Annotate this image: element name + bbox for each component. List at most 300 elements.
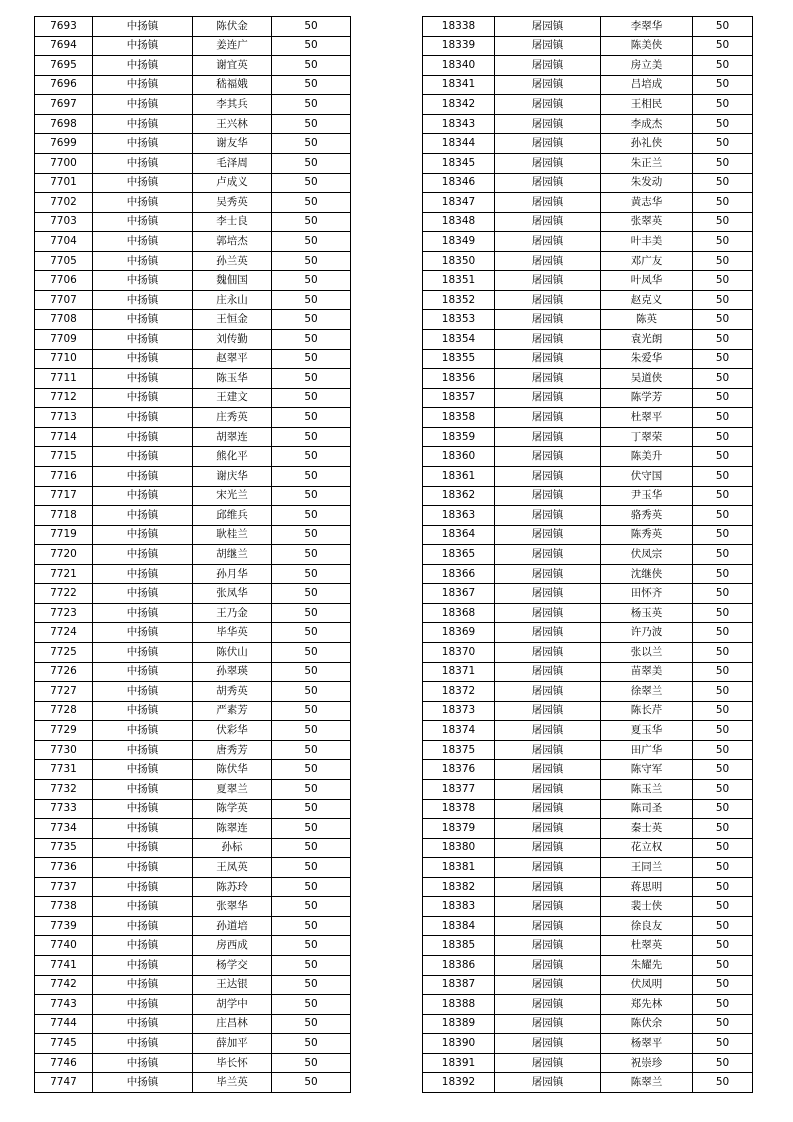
amount-cell: 50 <box>693 1014 753 1034</box>
person-name-cell: 胡学中 <box>193 995 272 1015</box>
person-name-cell: 庄秀英 <box>193 408 272 428</box>
amount-cell: 50 <box>272 662 351 682</box>
person-name-cell: 陈学芳 <box>601 388 693 408</box>
table-row <box>423 760 753 780</box>
amount-cell: 50 <box>272 564 351 584</box>
person-name-cell: 郑先林 <box>601 995 693 1015</box>
town-cell: 屠园镇 <box>495 721 601 741</box>
row-number-cell: 7693 <box>35 17 93 37</box>
person-name-cell: 唐秀芳 <box>193 740 272 760</box>
person-name-cell: 袁光朗 <box>601 330 693 350</box>
table-row <box>35 1014 351 1034</box>
amount-cell: 50 <box>693 858 753 878</box>
row-number-cell: 7723 <box>35 603 93 623</box>
town-cell: 屠园镇 <box>495 56 601 76</box>
town-cell: 中扬镇 <box>93 466 193 486</box>
row-number-cell: 7704 <box>35 232 93 252</box>
table-row <box>35 75 351 95</box>
town-cell: 屠园镇 <box>495 643 601 663</box>
town-cell: 屠园镇 <box>495 388 601 408</box>
town-cell: 屠园镇 <box>495 271 601 291</box>
person-name-cell: 胡继兰 <box>193 545 272 565</box>
table-row <box>35 17 351 37</box>
town-cell: 屠园镇 <box>495 173 601 193</box>
person-name-cell: 夏玉华 <box>601 721 693 741</box>
table-row <box>35 114 351 134</box>
amount-cell: 50 <box>693 310 753 330</box>
amount-cell: 50 <box>272 17 351 37</box>
person-name-cell: 毕长怀 <box>193 1053 272 1073</box>
town-cell: 屠园镇 <box>495 525 601 545</box>
row-number-cell: 7711 <box>35 369 93 389</box>
person-name-cell: 孙标 <box>193 838 272 858</box>
town-cell: 屠园镇 <box>495 36 601 56</box>
amount-cell: 50 <box>272 701 351 721</box>
table-row <box>35 779 351 799</box>
table-row <box>423 232 753 252</box>
row-number-cell: 18362 <box>423 486 495 506</box>
row-number-cell: 7699 <box>35 134 93 154</box>
row-number-cell: 7700 <box>35 153 93 173</box>
row-number-cell: 18381 <box>423 858 495 878</box>
table-row <box>423 799 753 819</box>
row-number-cell: 18368 <box>423 603 495 623</box>
row-number-cell: 7720 <box>35 545 93 565</box>
row-number-cell: 18361 <box>423 466 495 486</box>
amount-cell: 50 <box>272 388 351 408</box>
amount-cell: 50 <box>693 95 753 115</box>
row-number-cell: 7694 <box>35 36 93 56</box>
person-name-cell: 赵克义 <box>601 290 693 310</box>
table-row <box>423 212 753 232</box>
table-row <box>423 779 753 799</box>
town-cell: 屠园镇 <box>495 232 601 252</box>
amount-cell: 50 <box>693 388 753 408</box>
row-number-cell: 7740 <box>35 936 93 956</box>
table-row <box>35 153 351 173</box>
row-number-cell: 7722 <box>35 584 93 604</box>
table-row <box>423 701 753 721</box>
amount-cell: 50 <box>272 369 351 389</box>
town-cell: 中扬镇 <box>93 56 193 76</box>
amount-cell: 50 <box>272 897 351 917</box>
amount-cell: 50 <box>272 447 351 467</box>
table-row <box>423 369 753 389</box>
row-number-cell: 18345 <box>423 153 495 173</box>
town-cell: 中扬镇 <box>93 75 193 95</box>
row-number-cell: 18355 <box>423 349 495 369</box>
person-name-cell: 杨玉英 <box>601 603 693 623</box>
person-name-cell: 李成杰 <box>601 114 693 134</box>
town-cell: 中扬镇 <box>93 525 193 545</box>
amount-cell: 50 <box>272 95 351 115</box>
town-cell: 屠园镇 <box>495 193 601 213</box>
row-number-cell: 18363 <box>423 506 495 526</box>
row-number-cell: 18374 <box>423 721 495 741</box>
row-number-cell: 7731 <box>35 760 93 780</box>
table-row <box>35 740 351 760</box>
town-cell: 屠园镇 <box>495 662 601 682</box>
row-number-cell: 18379 <box>423 819 495 839</box>
amount-cell: 50 <box>272 114 351 134</box>
table-row <box>35 486 351 506</box>
town-cell: 屠园镇 <box>495 916 601 936</box>
table-row <box>423 17 753 37</box>
person-name-cell: 张以兰 <box>601 643 693 663</box>
table-row <box>423 193 753 213</box>
person-name-cell: 宋光兰 <box>193 486 272 506</box>
table-row <box>35 701 351 721</box>
row-number-cell: 18342 <box>423 95 495 115</box>
amount-cell: 50 <box>272 1034 351 1054</box>
amount-cell: 50 <box>272 330 351 350</box>
person-name-cell: 伏凤宗 <box>601 545 693 565</box>
amount-cell: 50 <box>693 251 753 271</box>
amount-cell: 50 <box>272 75 351 95</box>
person-name-cell: 孙礼侠 <box>601 134 693 154</box>
town-cell: 中扬镇 <box>93 1053 193 1073</box>
person-name-cell: 嵇福娥 <box>193 75 272 95</box>
town-cell: 中扬镇 <box>93 427 193 447</box>
row-number-cell: 7732 <box>35 779 93 799</box>
town-cell: 屠园镇 <box>495 584 601 604</box>
amount-cell: 50 <box>272 134 351 154</box>
amount-cell: 50 <box>693 17 753 37</box>
row-number-cell: 18340 <box>423 56 495 76</box>
town-cell: 屠园镇 <box>495 75 601 95</box>
amount-cell: 50 <box>693 721 753 741</box>
person-name-cell: 朱正兰 <box>601 153 693 173</box>
person-name-cell: 谢庆华 <box>193 466 272 486</box>
table-row <box>35 721 351 741</box>
table-row <box>423 838 753 858</box>
person-name-cell: 伏守国 <box>601 466 693 486</box>
amount-cell: 50 <box>693 975 753 995</box>
row-number-cell: 18377 <box>423 779 495 799</box>
table-row <box>423 525 753 545</box>
table-row <box>423 623 753 643</box>
row-number-cell: 18370 <box>423 643 495 663</box>
town-cell: 中扬镇 <box>93 193 193 213</box>
town-cell: 中扬镇 <box>93 330 193 350</box>
table-row <box>35 251 351 271</box>
table-row <box>35 858 351 878</box>
amount-cell: 50 <box>272 427 351 447</box>
town-cell: 中扬镇 <box>93 956 193 976</box>
amount-cell: 50 <box>272 760 351 780</box>
amount-cell: 50 <box>272 466 351 486</box>
person-name-cell: 王相民 <box>601 95 693 115</box>
person-name-cell: 房立美 <box>601 56 693 76</box>
amount-cell: 50 <box>272 916 351 936</box>
table-row <box>35 388 351 408</box>
row-number-cell: 7725 <box>35 643 93 663</box>
row-number-cell: 7710 <box>35 349 93 369</box>
row-number-cell: 18389 <box>423 1014 495 1034</box>
table-row <box>423 662 753 682</box>
table-row <box>35 916 351 936</box>
row-number-cell: 7712 <box>35 388 93 408</box>
row-number-cell: 7719 <box>35 525 93 545</box>
town-cell: 中扬镇 <box>93 760 193 780</box>
town-cell: 屠园镇 <box>495 936 601 956</box>
table-row <box>423 995 753 1015</box>
town-cell: 屠园镇 <box>495 682 601 702</box>
town-cell: 中扬镇 <box>93 564 193 584</box>
person-name-cell: 裴士侠 <box>601 897 693 917</box>
amount-cell: 50 <box>272 721 351 741</box>
town-cell: 屠园镇 <box>495 153 601 173</box>
person-name-cell: 吴秀英 <box>193 193 272 213</box>
table-row <box>423 643 753 663</box>
table-row <box>35 271 351 291</box>
amount-cell: 50 <box>272 643 351 663</box>
table-row <box>423 349 753 369</box>
amount-cell: 50 <box>272 623 351 643</box>
town-cell: 中扬镇 <box>93 114 193 134</box>
row-number-cell: 7705 <box>35 251 93 271</box>
row-number-cell: 18356 <box>423 369 495 389</box>
row-number-cell: 18367 <box>423 584 495 604</box>
table-row <box>423 506 753 526</box>
row-number-cell: 18364 <box>423 525 495 545</box>
amount-cell: 50 <box>272 193 351 213</box>
amount-cell: 50 <box>693 936 753 956</box>
town-cell: 屠园镇 <box>495 897 601 917</box>
row-number-cell: 18382 <box>423 877 495 897</box>
amount-cell: 50 <box>693 623 753 643</box>
person-name-cell: 杜翠平 <box>601 408 693 428</box>
person-name-cell: 陈美侠 <box>601 36 693 56</box>
row-number-cell: 18354 <box>423 330 495 350</box>
table-row <box>35 56 351 76</box>
table-row <box>35 232 351 252</box>
town-cell: 中扬镇 <box>93 779 193 799</box>
town-cell: 中扬镇 <box>93 506 193 526</box>
person-name-cell: 谢友华 <box>193 134 272 154</box>
amount-cell: 50 <box>693 506 753 526</box>
row-number-cell: 7728 <box>35 701 93 721</box>
town-cell: 中扬镇 <box>93 290 193 310</box>
town-cell: 中扬镇 <box>93 153 193 173</box>
amount-cell: 50 <box>693 662 753 682</box>
town-cell: 中扬镇 <box>93 95 193 115</box>
table-row <box>35 897 351 917</box>
town-cell: 中扬镇 <box>93 975 193 995</box>
row-number-cell: 18341 <box>423 75 495 95</box>
town-cell: 屠园镇 <box>495 623 601 643</box>
town-cell: 屠园镇 <box>495 408 601 428</box>
town-cell: 中扬镇 <box>93 721 193 741</box>
row-number-cell: 18343 <box>423 114 495 134</box>
person-name-cell: 李翠华 <box>601 17 693 37</box>
town-cell: 屠园镇 <box>495 17 601 37</box>
person-name-cell: 陈玉华 <box>193 369 272 389</box>
right-roster-table <box>422 16 753 1093</box>
person-name-cell: 王兴林 <box>193 114 272 134</box>
table-row <box>35 36 351 56</box>
table-row <box>423 858 753 878</box>
person-name-cell: 李其兵 <box>193 95 272 115</box>
row-number-cell: 18390 <box>423 1034 495 1054</box>
row-number-cell: 18375 <box>423 740 495 760</box>
table-row <box>35 936 351 956</box>
row-number-cell: 18344 <box>423 134 495 154</box>
person-name-cell: 陈伏山 <box>193 643 272 663</box>
row-number-cell: 18369 <box>423 623 495 643</box>
town-cell: 屠园镇 <box>495 1073 601 1093</box>
table-row <box>35 1073 351 1093</box>
table-row <box>35 408 351 428</box>
town-cell: 中扬镇 <box>93 408 193 428</box>
row-number-cell: 7742 <box>35 975 93 995</box>
row-number-cell: 7707 <box>35 290 93 310</box>
town-cell: 中扬镇 <box>93 369 193 389</box>
amount-cell: 50 <box>693 897 753 917</box>
town-cell: 屠园镇 <box>495 427 601 447</box>
person-name-cell: 魏佃国 <box>193 271 272 291</box>
table-row <box>35 310 351 330</box>
table-row <box>35 290 351 310</box>
row-number-cell: 7743 <box>35 995 93 1015</box>
row-number-cell: 7745 <box>35 1034 93 1054</box>
amount-cell: 50 <box>693 369 753 389</box>
table-row <box>423 564 753 584</box>
table-row <box>423 95 753 115</box>
table-row <box>423 956 753 976</box>
row-number-cell: 7721 <box>35 564 93 584</box>
row-number-cell: 18385 <box>423 936 495 956</box>
row-number-cell: 7739 <box>35 916 93 936</box>
person-name-cell: 毕华英 <box>193 623 272 643</box>
table-row <box>35 682 351 702</box>
person-name-cell: 伏彩华 <box>193 721 272 741</box>
row-number-cell: 7697 <box>35 95 93 115</box>
town-cell: 屠园镇 <box>495 838 601 858</box>
amount-cell: 50 <box>693 779 753 799</box>
table-row <box>423 603 753 623</box>
amount-cell: 50 <box>272 251 351 271</box>
town-cell: 中扬镇 <box>93 17 193 37</box>
person-name-cell: 邓广友 <box>601 251 693 271</box>
table-row <box>423 975 753 995</box>
town-cell: 中扬镇 <box>93 799 193 819</box>
table-row <box>35 564 351 584</box>
amount-cell: 50 <box>693 1034 753 1054</box>
row-number-cell: 18387 <box>423 975 495 995</box>
table-row <box>423 290 753 310</box>
person-name-cell: 王建文 <box>193 388 272 408</box>
table-row <box>423 173 753 193</box>
table-row <box>423 271 753 291</box>
person-name-cell: 叶凤华 <box>601 271 693 291</box>
table-row <box>35 643 351 663</box>
town-cell: 中扬镇 <box>93 1073 193 1093</box>
town-cell: 中扬镇 <box>93 1034 193 1054</box>
person-name-cell: 孙道培 <box>193 916 272 936</box>
row-number-cell: 7744 <box>35 1014 93 1034</box>
amount-cell: 50 <box>693 1053 753 1073</box>
amount-cell: 50 <box>693 995 753 1015</box>
table-row <box>423 936 753 956</box>
amount-cell: 50 <box>693 877 753 897</box>
amount-cell: 50 <box>693 75 753 95</box>
row-number-cell: 18388 <box>423 995 495 1015</box>
row-number-cell: 7738 <box>35 897 93 917</box>
person-name-cell: 蒋思明 <box>601 877 693 897</box>
row-number-cell: 7717 <box>35 486 93 506</box>
amount-cell: 50 <box>272 858 351 878</box>
table-row <box>35 545 351 565</box>
amount-cell: 50 <box>693 564 753 584</box>
row-number-cell: 18383 <box>423 897 495 917</box>
amount-cell: 50 <box>272 290 351 310</box>
row-number-cell: 18371 <box>423 662 495 682</box>
row-number-cell: 18386 <box>423 956 495 976</box>
town-cell: 屠园镇 <box>495 114 601 134</box>
amount-cell: 50 <box>693 427 753 447</box>
person-name-cell: 卢成义 <box>193 173 272 193</box>
town-cell: 中扬镇 <box>93 623 193 643</box>
amount-cell: 50 <box>272 1053 351 1073</box>
person-name-cell: 徐翠兰 <box>601 682 693 702</box>
town-cell: 屠园镇 <box>495 330 601 350</box>
person-name-cell: 张凤华 <box>193 584 272 604</box>
amount-cell: 50 <box>693 819 753 839</box>
table-row <box>423 877 753 897</box>
amount-cell: 50 <box>693 643 753 663</box>
person-name-cell: 严素芳 <box>193 701 272 721</box>
town-cell: 中扬镇 <box>93 388 193 408</box>
row-number-cell: 7695 <box>35 56 93 76</box>
person-name-cell: 王达银 <box>193 975 272 995</box>
person-name-cell: 伏凤明 <box>601 975 693 995</box>
person-name-cell: 徐良友 <box>601 916 693 936</box>
amount-cell: 50 <box>693 193 753 213</box>
person-name-cell: 苗翠美 <box>601 662 693 682</box>
amount-cell: 50 <box>272 1073 351 1093</box>
person-name-cell: 王恒金 <box>193 310 272 330</box>
person-name-cell: 黄志华 <box>601 193 693 213</box>
town-cell: 中扬镇 <box>93 682 193 702</box>
town-cell: 中扬镇 <box>93 212 193 232</box>
row-number-cell: 18357 <box>423 388 495 408</box>
row-number-cell: 18353 <box>423 310 495 330</box>
amount-cell: 50 <box>693 486 753 506</box>
town-cell: 屠园镇 <box>495 486 601 506</box>
person-name-cell: 丁翠荣 <box>601 427 693 447</box>
town-cell: 屠园镇 <box>495 819 601 839</box>
amount-cell: 50 <box>693 603 753 623</box>
person-name-cell: 许乃波 <box>601 623 693 643</box>
amount-cell: 50 <box>272 545 351 565</box>
amount-cell: 50 <box>272 740 351 760</box>
left-roster-table <box>34 16 351 1093</box>
person-name-cell: 郭培杰 <box>193 232 272 252</box>
amount-cell: 50 <box>272 56 351 76</box>
table-row <box>423 114 753 134</box>
amount-cell: 50 <box>272 1014 351 1034</box>
town-cell: 屠园镇 <box>495 858 601 878</box>
town-cell: 屠园镇 <box>495 95 601 115</box>
amount-cell: 50 <box>272 525 351 545</box>
table-row <box>35 1053 351 1073</box>
table-row <box>35 956 351 976</box>
row-number-cell: 7734 <box>35 819 93 839</box>
person-name-cell: 耿桂兰 <box>193 525 272 545</box>
amount-cell: 50 <box>693 134 753 154</box>
table-row <box>35 95 351 115</box>
